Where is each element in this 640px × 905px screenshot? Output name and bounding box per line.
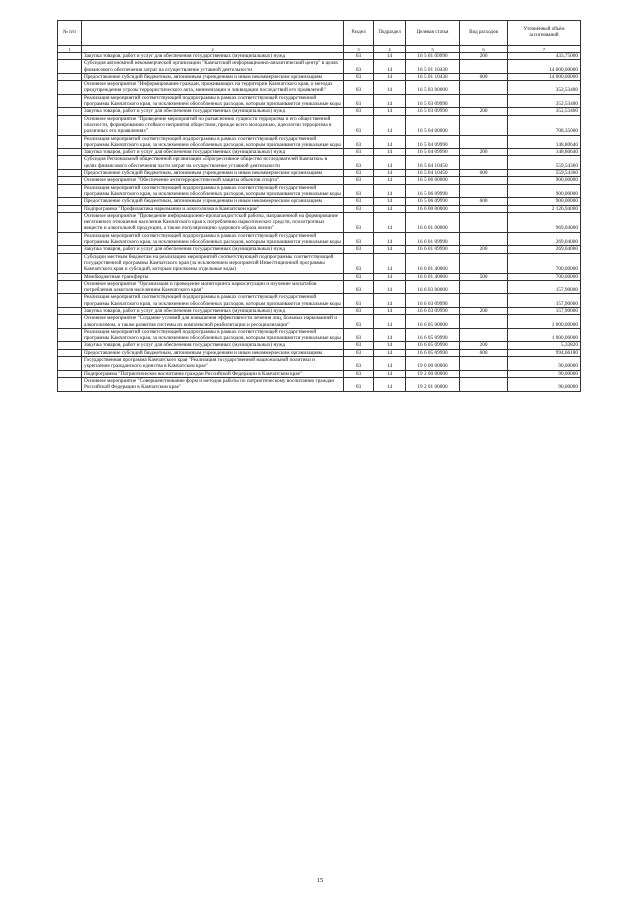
row-name-cell: Закупка товаров, работ и услуг для обеспечения государственных (муниципальных) нужд [82, 342, 344, 349]
row-sum-cell: 433,75000 [508, 53, 581, 60]
row-vr-cell [460, 81, 508, 95]
row-index-cell [58, 280, 82, 294]
row-podrazdel-cell: 14 [374, 198, 406, 205]
row-index-cell [58, 177, 82, 184]
row-sum-cell: 148,80640 [508, 135, 581, 149]
row-index-cell [58, 307, 82, 314]
row-razdel-cell: 03 [344, 357, 374, 371]
table-row [58, 177, 581, 184]
row-vr-cell: 200 [460, 53, 508, 60]
row-name-cell: Основное мероприятие "Совершенствование форм и методов работы по патриотическому воспитанию граждан Российской Федерации в Камчатском крае" [82, 377, 344, 391]
row-csr-cell: 16 6 01 09990 [406, 232, 460, 246]
row-index-cell [58, 108, 82, 115]
row-podrazdel-cell: 14 [374, 149, 406, 156]
page-number: 15 [316, 877, 324, 884]
row-sum-cell: 2 126,94000 [508, 205, 581, 212]
row-sum-cell: 900,00000 [508, 177, 581, 184]
row-vr-cell [460, 315, 508, 329]
table-row [58, 60, 581, 74]
row-name-cell: Реализация мероприятий соответствующей подпрограммы в рамках соответствующей государственной программы Камчатского края, за исключением обособленных расходов, которым присваиваются уникальные коды [82, 232, 344, 246]
row-name-cell: Закупка товаров, работ и услуг для обеспечения государственных (муниципальных) нужд [82, 108, 344, 115]
row-csr-cell: 16 5 04 10450 [406, 170, 460, 177]
row-razdel-cell: 03 [344, 342, 374, 349]
row-razdel-cell: 03 [344, 198, 374, 205]
row-razdel-cell: 03 [344, 73, 374, 80]
row-sum-cell: 1 000,00000 [508, 328, 581, 342]
table-row [58, 294, 581, 308]
row-sum-cell: 900,00000 [508, 184, 581, 198]
row-name-cell: Межбюджетные трансферты [82, 273, 344, 280]
row-name-cell: Реализация мероприятий соответствующей подпрограммы в рамках соответствующей государственной программы Камчатского края, за исключением обособленных расходов, которым присваиваются уникальные коды [82, 294, 344, 308]
row-name-cell: Закупка товаров, работ и услуг для обеспечения государственных (муниципальных) нужд [82, 149, 344, 156]
row-name-cell: Основное мероприятие "Проведение мероприятий по разъяснению сущности терроризма и его общественной опасности, формированию стойкого неприятия обществом, прежде всего молодежью, идеологии терроризма в различных его проявлениях" [82, 115, 344, 135]
row-sum-cell: 969,04000 [508, 212, 581, 232]
table-row [58, 81, 581, 95]
row-vr-cell: 200 [460, 149, 508, 156]
row-razdel-cell: 03 [344, 370, 374, 377]
row-index-cell [58, 370, 82, 377]
row-csr-cell: 16 5 04 10450 [406, 156, 460, 170]
col-number: 3 [344, 46, 374, 53]
row-csr-cell: 16 5 03 09990 [406, 108, 460, 115]
row-csr-cell: 16 5 03 09990 [406, 94, 460, 108]
row-sum-cell: 1 000,00000 [508, 315, 581, 329]
row-csr-cell: 16 6 01 40060 [406, 253, 460, 273]
row-index-cell [58, 273, 82, 280]
row-name-cell: Подпрограмма "Профилактика наркомании и алкоголизма в Камчатском крае" [82, 205, 344, 212]
row-podrazdel-cell: 14 [374, 377, 406, 391]
row-sum-cell: 269,04000 [508, 246, 581, 253]
table-body [58, 53, 581, 392]
row-razdel-cell: 03 [344, 328, 374, 342]
row-name-cell: Основное мероприятие "Проведение информационно-пропагандистской работы, направленной на формирование негативного отношения населения Камчатского края к потреблению наркотических средств, психотропных веществ и алкогольной продукции, а также популяризацию здорового образа жизни" [82, 212, 344, 232]
row-csr-cell: 16 6 01 09990 [406, 246, 460, 253]
row-name-cell: Основное мероприятие "Организация и проведение мониторинга наркоситуации и изучение масштабов потребления алкоголя населением Камчатского края" [82, 280, 344, 294]
row-sum-cell: 5,33820 [508, 342, 581, 349]
table-row [58, 198, 581, 205]
row-sum-cell: 352,53400 [508, 81, 581, 95]
table-row [58, 377, 581, 391]
row-csr-cell: 16 5 06 09990 [406, 184, 460, 198]
row-csr-cell: 16 5 06 00000 [406, 177, 460, 184]
row-vr-cell [460, 232, 508, 246]
col-header-podrazdel: Подраздел [374, 21, 406, 46]
row-index-cell [58, 135, 82, 149]
row-podrazdel-cell: 14 [374, 81, 406, 95]
row-sum-cell: 269,04000 [508, 232, 581, 246]
row-name-cell: Субсидии местным бюджетам на реализацию мероприятий соответствующей подпрограммы соответствующей государственной программы Камчатского края (за исключением мероприятий Инвестиционной программы Камчатского края и субсидий, которым присвоены отдельные коды) [82, 253, 344, 273]
row-csr-cell: 16 5 01 09990 [406, 53, 460, 60]
row-vr-cell: 200 [460, 342, 508, 349]
row-podrazdel-cell: 14 [374, 315, 406, 329]
table-row [58, 156, 581, 170]
row-podrazdel-cell: 14 [374, 60, 406, 74]
row-sum-cell: 559,54360 [508, 170, 581, 177]
row-name-cell: Реализация мероприятий соответствующей подпрограммы в рамках соответствующей государственной программы Камчатского края, за исключением обособленных расходов, которым присваиваются уникальные коды [82, 94, 344, 108]
row-sum-cell: 352,53400 [508, 94, 581, 108]
col-header-index: № п/п [58, 21, 82, 46]
table-row [58, 170, 581, 177]
row-vr-cell [460, 253, 508, 273]
row-index-cell [58, 232, 82, 246]
row-podrazdel-cell: 14 [374, 246, 406, 253]
row-vr-cell [460, 294, 508, 308]
row-index-cell [58, 328, 82, 342]
table-row [58, 135, 581, 149]
row-vr-cell [460, 205, 508, 212]
row-podrazdel-cell: 14 [374, 357, 406, 371]
row-vr-cell [460, 135, 508, 149]
row-razdel-cell: 03 [344, 205, 374, 212]
table-row [58, 94, 581, 108]
row-csr-cell: 16 6 03 00000 [406, 280, 460, 294]
row-podrazdel-cell: 14 [374, 253, 406, 273]
col-number: 5 [406, 46, 460, 53]
col-number: 7 [508, 46, 581, 53]
row-podrazdel-cell: 14 [374, 280, 406, 294]
table-row [58, 184, 581, 198]
row-name-cell: Закупка товаров, работ и услуг для обеспечения государственных (муниципальных) нужд [82, 307, 344, 314]
table-row [58, 53, 581, 60]
row-name-cell: Предоставление субсидий бюджетным, автономным учреждениям и иным некоммерческим организациям [82, 73, 344, 80]
row-name-cell: Субсидия Региональной общественной организации «Прогрессивное общество исследователей Камчатки» в целях финансового обеспечения части затрат на осуществление уставной деятельности [82, 156, 344, 170]
col-header-csr: Целевая статья [406, 21, 460, 46]
row-razdel-cell: 03 [344, 60, 374, 74]
row-csr-cell: 16 6 01 00000 [406, 212, 460, 232]
row-razdel-cell: 03 [344, 53, 374, 60]
row-index-cell [58, 198, 82, 205]
row-name-cell: Основное мероприятие "Обеспечение антитеррористической защиты объектов спорта" [82, 177, 344, 184]
col-header-razdel: Раздел [344, 21, 374, 46]
row-razdel-cell: 03 [344, 212, 374, 232]
table-row [58, 232, 581, 246]
table-row [58, 370, 581, 377]
row-podrazdel-cell: 14 [374, 115, 406, 135]
row-podrazdel-cell: 14 [374, 73, 406, 80]
row-csr-cell: 16 6 00 00000 [406, 205, 460, 212]
row-podrazdel-cell: 14 [374, 273, 406, 280]
row-vr-cell [460, 280, 508, 294]
row-razdel-cell: 03 [344, 349, 374, 356]
row-name-cell: Субсидия автономной некоммерческой организации "Камчатский информационно-аналитический центр" в целях финансового обеспечения затрат на осуществление уставной деятельности [82, 60, 344, 74]
row-csr-cell: 16 6 03 09990 [406, 294, 460, 308]
row-csr-cell: 16 6 05 00000 [406, 315, 460, 329]
row-podrazdel-cell: 14 [374, 177, 406, 184]
row-vr-cell [460, 115, 508, 135]
row-podrazdel-cell: 14 [374, 108, 406, 115]
row-razdel-cell: 03 [344, 156, 374, 170]
row-podrazdel-cell: 14 [374, 156, 406, 170]
row-name-cell: Предоставление субсидий бюджетным, автономным учреждениям и иным некоммерческим организациям [82, 170, 344, 177]
row-index-cell [58, 357, 82, 371]
row-index-cell [58, 315, 82, 329]
row-sum-cell: 90,00000 [508, 370, 581, 377]
row-razdel-cell: 03 [344, 177, 374, 184]
row-csr-cell: 19 2 01 00000 [406, 377, 460, 391]
row-name-cell: Предоставление субсидий бюджетным, автономным учреждениям и иным некоммерческим организациям [82, 349, 344, 356]
col-header-name [82, 21, 344, 46]
table-row [58, 212, 581, 232]
table-row [58, 246, 581, 253]
row-name-cell: Основное мероприятие "Создание условий для повышения эффективности лечения лиц, больных наркоманией и алкоголизмом, а также развития системы их комплексной реабилитации и ресоциализации" [82, 315, 344, 329]
row-vr-cell [460, 328, 508, 342]
row-vr-cell [460, 370, 508, 377]
row-vr-cell [460, 156, 508, 170]
row-vr-cell [460, 184, 508, 198]
row-razdel-cell: 03 [344, 232, 374, 246]
row-csr-cell: 16 6 05 09990 [406, 328, 460, 342]
row-razdel-cell: 03 [344, 246, 374, 253]
row-name-cell: Закупка товаров, работ и услуг для обеспечения государственных (муниципальных) нужд [82, 246, 344, 253]
row-index-cell [58, 205, 82, 212]
row-sum-cell: 90,00000 [508, 357, 581, 371]
row-csr-cell: 19 2 00 00000 [406, 370, 460, 377]
table-row [58, 149, 581, 156]
row-razdel-cell: 03 [344, 149, 374, 156]
row-sum-cell: 148,80640 [508, 149, 581, 156]
header-row [58, 21, 581, 46]
row-csr-cell: 16 6 01 40060 [406, 273, 460, 280]
column-number-row [58, 46, 581, 53]
row-index-cell [58, 253, 82, 273]
row-razdel-cell: 03 [344, 135, 374, 149]
table-row [58, 280, 581, 294]
row-podrazdel-cell: 14 [374, 307, 406, 314]
col-number: 2 [82, 46, 344, 53]
row-csr-cell: 16 5 03 00000 [406, 81, 460, 95]
row-razdel-cell: 03 [344, 315, 374, 329]
row-podrazdel-cell: 14 [374, 349, 406, 356]
row-name-cell: Реализация мероприятий соответствующей подпрограммы в рамках соответствующей государственной программы Камчатского края, за исключением обособленных расходов, которым присваиваются уникальные коды [82, 328, 344, 342]
row-sum-cell: 157,90000 [508, 280, 581, 294]
row-podrazdel-cell: 14 [374, 94, 406, 108]
row-podrazdel-cell: 14 [374, 342, 406, 349]
table-row [58, 357, 581, 371]
row-razdel-cell: 03 [344, 108, 374, 115]
row-razdel-cell: 03 [344, 273, 374, 280]
row-sum-cell: 700,00000 [508, 253, 581, 273]
row-vr-cell: 600 [460, 198, 508, 205]
row-csr-cell: 16 5 01 10430 [406, 60, 460, 74]
row-sum-cell: 14 000,00000 [508, 73, 581, 80]
row-vr-cell [460, 94, 508, 108]
row-vr-cell: 600 [460, 349, 508, 356]
row-sum-cell: 14 000,00000 [508, 60, 581, 74]
budget-table [57, 20, 581, 392]
row-podrazdel-cell: 14 [374, 170, 406, 177]
row-csr-cell: 16 6 03 09990 [406, 307, 460, 314]
table-row [58, 108, 581, 115]
row-razdel-cell: 03 [344, 280, 374, 294]
row-podrazdel-cell: 14 [374, 205, 406, 212]
row-podrazdel-cell: 14 [374, 294, 406, 308]
row-sum-cell: 700,00000 [508, 273, 581, 280]
row-csr-cell: 16 6 05 09990 [406, 349, 460, 356]
row-razdel-cell: 03 [344, 170, 374, 177]
row-razdel-cell: 03 [344, 307, 374, 314]
row-index-cell [58, 294, 82, 308]
table-row [58, 253, 581, 273]
row-name-cell: Предоставление субсидий бюджетным, автономным учреждениям и иным некоммерческим организациям [82, 198, 344, 205]
row-razdel-cell: 03 [344, 377, 374, 391]
row-index-cell [58, 170, 82, 177]
row-index-cell [58, 81, 82, 95]
row-name-cell: Закупка товаров, работ и услуг для обеспечения государственных (муниципальных) нужд [82, 53, 344, 60]
table-row [58, 349, 581, 356]
row-sum-cell: 559,54360 [508, 156, 581, 170]
row-index-cell [58, 60, 82, 74]
row-index-cell [58, 156, 82, 170]
row-razdel-cell: 03 [344, 115, 374, 135]
col-number: 6 [460, 46, 508, 53]
table-row [58, 315, 581, 329]
row-vr-cell: 600 [460, 170, 508, 177]
row-csr-cell: 16 5 04 00000 [406, 115, 460, 135]
row-index-cell [58, 53, 82, 60]
row-vr-cell: 600 [460, 73, 508, 80]
row-csr-cell: 16 5 06 09990 [406, 198, 460, 205]
row-podrazdel-cell: 14 [374, 328, 406, 342]
row-index-cell [58, 246, 82, 253]
row-name-cell: Реализация мероприятий соответствующей подпрограммы в рамках соответствующей государственной программы Камчатского края, за исключением обособленных расходов, которым присваиваются уникальные коды [82, 184, 344, 198]
row-name-cell: Государственная программа Камчатского края "Реализация государственной национальной политики и укрепление гражданского единства в Камчатском крае" [82, 357, 344, 371]
row-vr-cell [460, 357, 508, 371]
table-row [58, 73, 581, 80]
row-index-cell [58, 149, 82, 156]
row-razdel-cell: 03 [344, 94, 374, 108]
row-index-cell [58, 212, 82, 232]
row-razdel-cell: 03 [344, 253, 374, 273]
col-number: 4 [374, 46, 406, 53]
row-razdel-cell: 03 [344, 184, 374, 198]
col-header-sum: Уточнённый объём ассигнований [508, 21, 581, 46]
row-vr-cell: 200 [460, 108, 508, 115]
row-podrazdel-cell: 14 [374, 232, 406, 246]
row-sum-cell: 900,00000 [508, 198, 581, 205]
row-index-cell [58, 349, 82, 356]
row-csr-cell: 16 5 04 09990 [406, 135, 460, 149]
table-row [58, 273, 581, 280]
row-sum-cell: 708,35000 [508, 115, 581, 135]
row-vr-cell [460, 177, 508, 184]
row-sum-cell: 352,53400 [508, 108, 581, 115]
row-csr-cell: 19 0 00 00000 [406, 357, 460, 371]
table-row [58, 342, 581, 349]
row-index-cell [58, 184, 82, 198]
row-csr-cell: 16 5 04 09990 [406, 149, 460, 156]
row-vr-cell [460, 60, 508, 74]
row-sum-cell: 994,66180 [508, 349, 581, 356]
row-index-cell [58, 342, 82, 349]
col-header-vr: Вид расходов [460, 21, 508, 46]
table-row [58, 307, 581, 314]
row-podrazdel-cell: 14 [374, 184, 406, 198]
row-razdel-cell: 03 [344, 81, 374, 95]
table-row [58, 115, 581, 135]
row-csr-cell: 16 5 01 10430 [406, 73, 460, 80]
row-index-cell [58, 377, 82, 391]
row-vr-cell: 200 [460, 307, 508, 314]
row-podrazdel-cell: 14 [374, 135, 406, 149]
row-vr-cell: 500 [460, 273, 508, 280]
row-index-cell [58, 94, 82, 108]
row-vr-cell: 200 [460, 246, 508, 253]
row-csr-cell: 16 6 05 09990 [406, 342, 460, 349]
table-row [58, 328, 581, 342]
row-sum-cell: 90,00000 [508, 377, 581, 391]
row-index-cell [58, 115, 82, 135]
row-sum-cell: 157,90000 [508, 307, 581, 314]
row-name-cell: Подпрограмма "Патриотическое воспитание граждан Российской Федерации в Камчатском крае" [82, 370, 344, 377]
row-podrazdel-cell: 14 [374, 53, 406, 60]
row-vr-cell [460, 377, 508, 391]
row-podrazdel-cell: 14 [374, 212, 406, 232]
row-name-cell: Основное мероприятие "Информирование граждан, проживающих на территории Камчатского края, о методах предупреждения угрозы террористического акта, минимизации и ликвидации последствий его проявлений" [82, 81, 344, 95]
row-index-cell [58, 73, 82, 80]
row-name-cell: Реализация мероприятий соответствующей подпрограммы в рамках соответствующей государственной программы Камчатского края, за исключением обособленных расходов, которым присваиваются уникальные коды [82, 135, 344, 149]
table-row [58, 205, 581, 212]
col-number: 1 [58, 46, 82, 53]
row-vr-cell [460, 212, 508, 232]
row-razdel-cell: 03 [344, 294, 374, 308]
row-sum-cell: 157,90000 [508, 294, 581, 308]
row-podrazdel-cell: 14 [374, 370, 406, 377]
